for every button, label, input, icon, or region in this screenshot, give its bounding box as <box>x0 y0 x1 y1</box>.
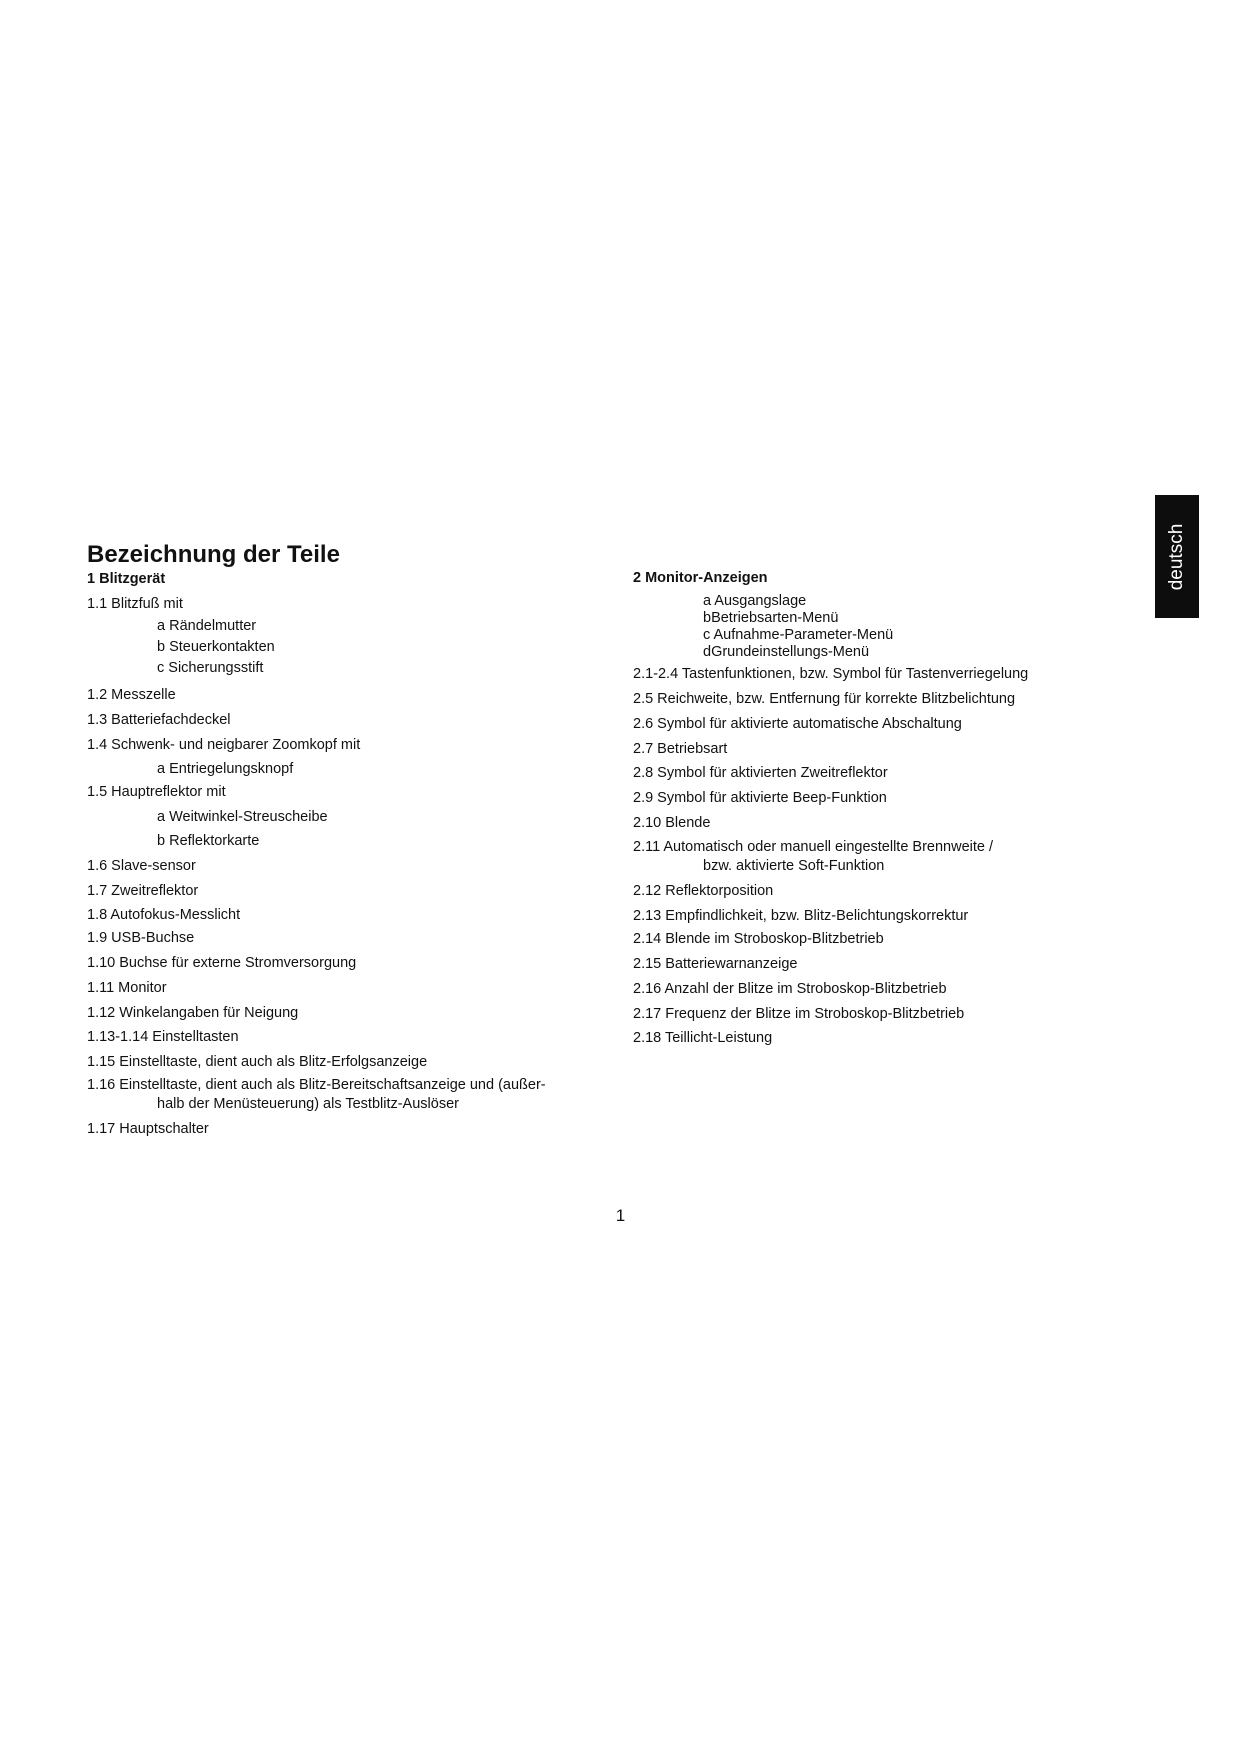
list-item: 1.7 Zweitreflektor <box>87 883 199 899</box>
list-item: c Aufnahme-Parameter-Menü <box>703 627 894 643</box>
list-item: 2.15 Batteriewarnanzeige <box>633 956 798 972</box>
list-item: 2.16 Anzahl der Blitze im Stroboskop-Blitzbetrieb <box>633 981 947 997</box>
list-item: 1.4 Schwenk- und neigbarer Zoomkopf mit <box>87 737 361 753</box>
parts-list-monitor-displays <box>633 569 1103 1051</box>
list-item: 1.15 Einstelltaste, dient auch als Blitz-Erfolgsanzeige <box>87 1054 428 1070</box>
list-item: 1.17 Hauptschalter <box>87 1121 209 1137</box>
parts-list-flash-unit <box>87 570 567 1142</box>
list-item: 2.1-2.4 Tastenfunktionen, bzw. Symbol für Tastenverriegelung <box>633 666 1029 682</box>
list-item: 2.10 Blende <box>633 815 711 831</box>
list-item: dGrundeinstellungs-Menü <box>703 644 870 660</box>
list-item: 2.8 Symbol für aktivierten Zweitreflektor <box>633 765 888 781</box>
list-item: 1.16 Einstelltaste, dient auch als Blitz-Bereitschaftsanzeige und (außer- <box>87 1077 546 1093</box>
list-item: 1.6 Slave-sensor <box>87 858 196 874</box>
list-item: 1.12 Winkelangaben für Neigung <box>87 1005 299 1021</box>
list-item: a Ausgangslage <box>703 593 807 609</box>
list-item: 1.13-1.14 Einstelltasten <box>87 1029 239 1045</box>
language-tab-label: deutsch <box>1166 523 1187 590</box>
list-item: b Reflektorkarte <box>157 833 260 849</box>
page-number: 1 <box>615 1206 626 1225</box>
list-item: 2.5 Reichweite, bzw. Entfernung für korrekte Blitzbelichtung <box>633 691 1016 707</box>
list-item: b Steuerkontakten <box>157 639 275 655</box>
list-item: 1.1 Blitzfuß mit <box>87 596 183 612</box>
list-item: 1.2 Messzelle <box>87 687 176 703</box>
list-item: a Entriegelungsknopf <box>157 761 294 777</box>
list-item: 2.12 Reflektorposition <box>633 883 774 899</box>
list-item: 1.3 Batteriefachdeckel <box>87 712 231 728</box>
list-item: 2.7 Betriebsart <box>633 741 728 757</box>
list-item-continuation: bzw. aktivierte Soft-Funktion <box>703 858 885 874</box>
section-heading-flash-unit: 1 Blitzgerät <box>87 571 166 587</box>
list-item: 2.18 Teillicht-Leistung <box>633 1030 773 1046</box>
list-item: 1.8 Autofokus-Messlicht <box>87 907 241 923</box>
list-item: a Rändelmutter <box>157 618 257 634</box>
list-item: 2.13 Empfindlichkeit, bzw. Blitz-Belichtungskorrektur <box>633 908 969 924</box>
page-title: Bezeichnung der Teile <box>87 541 340 568</box>
section-heading-monitor-displays: 2 Monitor-Anzeigen <box>633 570 768 586</box>
list-item: 1.11 Monitor <box>87 980 167 996</box>
list-item: 2.9 Symbol für aktivierte Beep-Funktion <box>633 790 887 806</box>
list-item-continuation: halb der Menüsteuerung) als Testblitz-Auslöser <box>157 1096 459 1112</box>
list-item: c Sicherungsstift <box>157 660 264 676</box>
list-item: 2.14 Blende im Stroboskop-Blitzbetrieb <box>633 931 884 947</box>
list-item: 1.9 USB-Buchse <box>87 930 195 946</box>
list-item: 2.17 Frequenz der Blitze im Stroboskop-Blitzbetrieb <box>633 1006 965 1022</box>
list-item: 2.11 Automatisch oder manuell eingestellte Brennweite / <box>633 839 994 855</box>
list-item: a Weitwinkel-Streuscheibe <box>157 809 328 825</box>
list-item: 1.5 Hauptreflektor mit <box>87 784 226 800</box>
language-tab <box>1155 495 1199 618</box>
list-item: 2.6 Symbol für aktivierte automatische Abschaltung <box>633 716 962 732</box>
list-item: 1.10 Buchse für externe Stromversorgung <box>87 955 357 971</box>
list-item: bBetriebsarten-Menü <box>703 610 839 626</box>
